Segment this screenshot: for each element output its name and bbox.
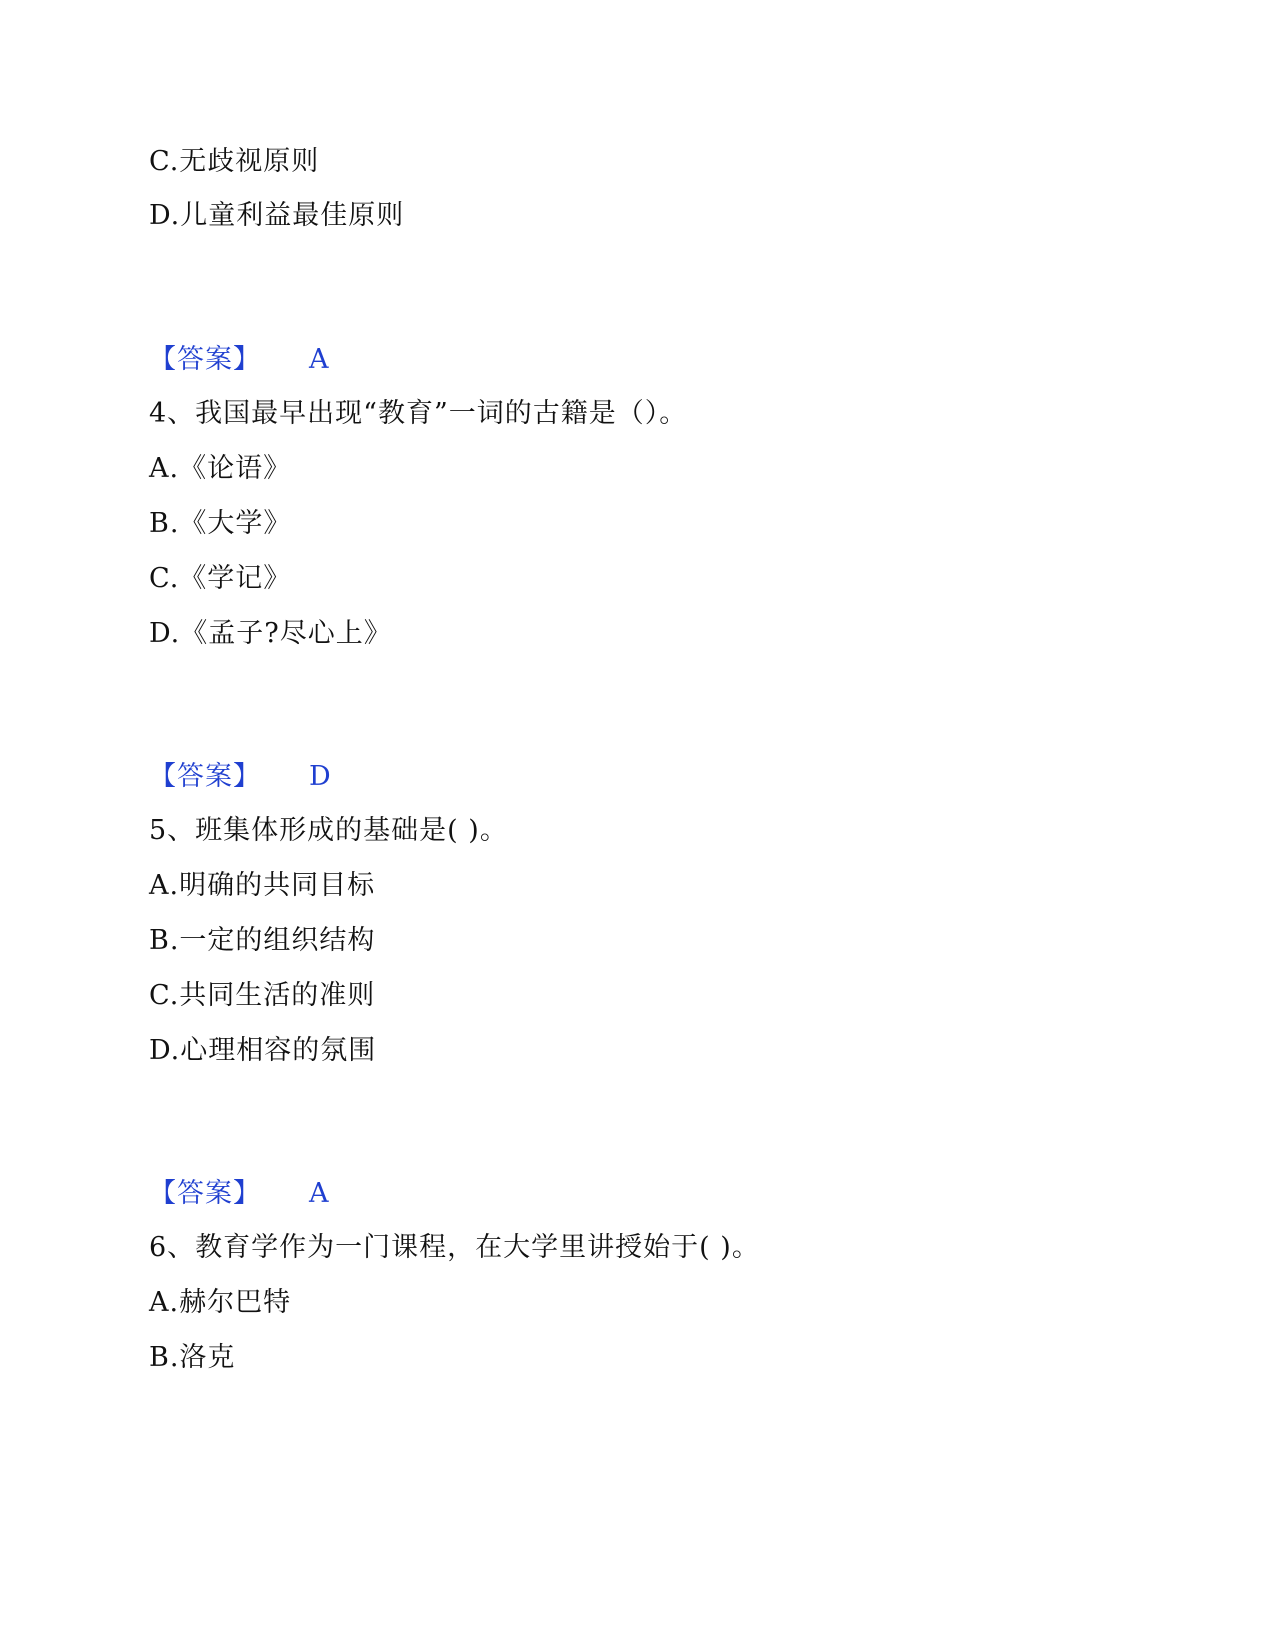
answer-value: D: [309, 761, 332, 792]
answer-label: 【答案】: [149, 761, 261, 792]
answer-row: [149, 344, 330, 376]
option-c: C.《学记》: [149, 563, 292, 594]
option-d: D.《孟子?尽心上》: [149, 618, 392, 649]
question-6: 6、教育学作为一门课程，在大学里讲授始于( )。: [149, 1232, 760, 1263]
option-c: C.无歧视原则: [149, 146, 320, 177]
question-5: 5、班集体形成的基础是( )。: [149, 815, 508, 846]
option-b: B.洛克: [149, 1342, 236, 1373]
option-d: D.心理相容的氛围: [149, 1035, 377, 1066]
option-a: A.明确的共同目标: [149, 870, 376, 901]
option-b: B.《大学》: [149, 508, 292, 539]
option-d: D.儿童利益最佳原则: [149, 200, 405, 231]
answer-label: 【答案】: [149, 344, 261, 375]
answer-row: [149, 1178, 330, 1210]
option-a: A.赫尔巴特: [149, 1287, 292, 1318]
question-4: 4、我国最早出现“教育”一词的古籍是（）。: [149, 398, 688, 429]
option-c: C.共同生活的准则: [149, 980, 376, 1011]
option-a: A.《论语》: [149, 453, 292, 484]
answer-row: [149, 761, 332, 793]
answer-label: 【答案】: [149, 1178, 261, 1209]
option-b: B.一定的组织结构: [149, 925, 376, 956]
answer-value: A: [309, 1178, 330, 1209]
answer-value: A: [309, 344, 330, 375]
